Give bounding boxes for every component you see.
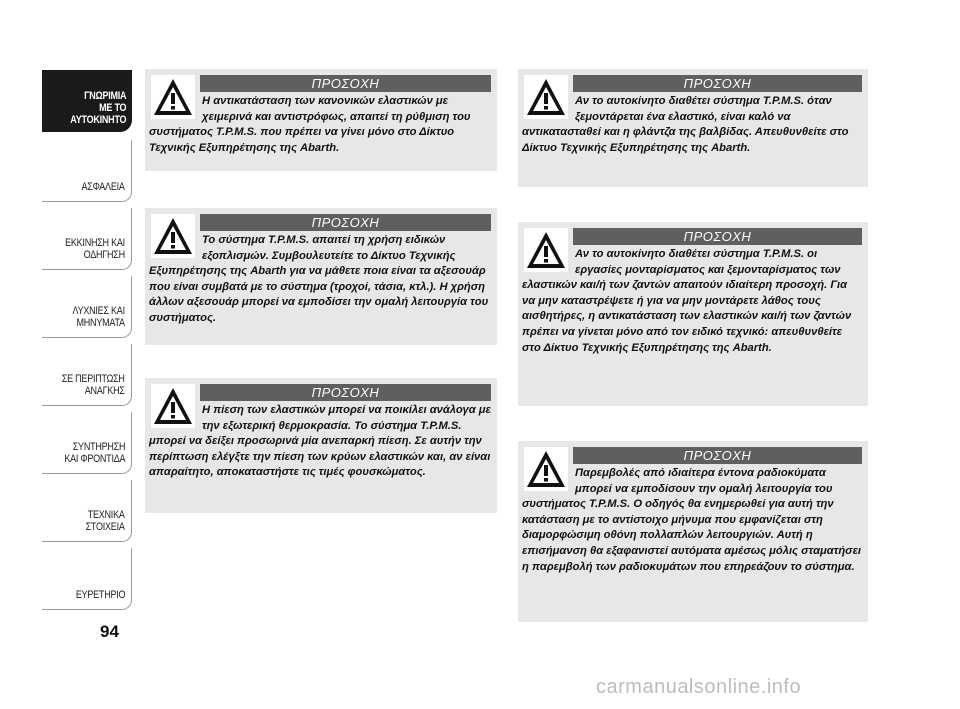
warning-text: Αν το αυτοκίνητο διαθέτει σύστημα T.P.M.S. οι εργασίες μονταρίσματος και ξεμονταρίσματος των ελαστικών και/ή των ζαντών απαιτούν ιδιαίτερη προσοχή. Για να μην καταστρέψετε ή για να μην μοντάρετε λάθος τους αισθητήρες, η αντικατάσταση των ελαστικών και/ή των ζαντών πρέπει να γίνεται μόνο από τον ειδικό τεχνικό: απευθυνθείτε στο Δίκτυο Τεχνικής Εξυπηρέτησης της Abarth. bbox=[522, 248, 852, 354]
warning-box bbox=[518, 69, 868, 187]
tab-technical-data[interactable] bbox=[42, 480, 132, 542]
tab-index[interactable] bbox=[42, 548, 132, 610]
tab-label: ΑΣΦΑΛΕΙΑ bbox=[81, 181, 125, 193]
warning-box bbox=[518, 441, 868, 622]
warning-box bbox=[145, 208, 497, 345]
tab-emergency[interactable] bbox=[42, 344, 132, 406]
warning-text: Αν το αυτοκίνητο διαθέτει σύστημα T.P.M.S. όταν ξεμοντάρεται ένα ελαστικό, είναι καλό να αντικατασταθεί και η φλάντζα της βαλβίδας. Απευθυνθείτε στο Δίκτυο Τεχνικής Εξυπηρέτησης της Abarth. bbox=[522, 95, 849, 154]
warning-title: ΠΡΟΣΟΧΗ bbox=[573, 228, 862, 245]
warning-title: ΠΡΟΣΟΧΗ bbox=[200, 384, 491, 401]
warning-text: Παρεμβολές από ιδιαίτερα έντονα ραδιοκύματα μπορεί να εμποδίσουν την ομαλή λειτουργία του συστήματος T.P.M.S. Ο οδηγός θα ενημερωθεί για αυτή την κατάσταση με το αντίστοιχο μήνυμα που εμφανίζεται στη διαμορφώσιμη οθόνη πολλαπλών λειτουργιών. Αυτή η επισήμανση θα εξαφανιστεί αυτόματα αμέσως μόλις σταματήσει η παρεμβολή των ραδιοκυμάτων που επηρεάζουν το σύστημα. bbox=[522, 467, 862, 573]
warning-title: ΠΡΟΣΟΧΗ bbox=[200, 75, 491, 92]
warning-title: ΠΡΟΣΟΧΗ bbox=[573, 75, 862, 92]
tab-label: ΓΝΩΡΙΜΙΑ ΜΕ ΤΟ ΑΥΤΟΚΙΝΗΤΟ bbox=[69, 90, 126, 126]
tab-label: ΣΥΝΤΗΡΗΣΗ ΚΑΙ ΦΡΟΝΤΙΔΑ bbox=[64, 441, 125, 465]
warning-title: ΠΡΟΣΟΧΗ bbox=[200, 214, 491, 231]
warning-box bbox=[518, 222, 868, 406]
page-number: 94 bbox=[100, 622, 119, 641]
watermark[interactable]: carmanualsonline.info bbox=[596, 676, 802, 698]
warning-text: Το σύστημα T.P.M.S. απαιτεί τη χρήση ειδικών εξοπλισμών. Συμβουλευτείτε το Δίκτυο Τεχνικής Εξυπηρέτησης της Abarth για να μάθετε ποια είναι τα αξεσουάρ που είναι συμβατά με το σύστημα (τροχοί, τάσια, κτλ.). Η χρήση άλλων αξεσουάρ μπορεί να εμποδίσει την ομαλή λειτουργία του συστήματος. bbox=[149, 234, 489, 324]
tab-label: ΕΚΚΙΝΗΣΗ ΚΑΙ ΟΔΗΓΗΣΗ bbox=[65, 237, 125, 261]
tab-label: ΛΥΧΝΙΕΣ ΚΑΙ ΜΗΝΥΜΑΤΑ bbox=[72, 305, 125, 329]
warning-text: Η αντικατάσταση των κανονικών ελαστικών με χειμερινά και αντιστρόφως, απαιτεί τη ρύθμιση του συστήματος T.P.M.S. που πρέπει να γίνει μόνο στο Δίκτυο Τεχνικής Εξυπηρέτησης της Abarth. bbox=[149, 95, 471, 154]
tab-safety[interactable] bbox=[42, 140, 132, 202]
warning-title: ΠΡΟΣΟΧΗ bbox=[573, 447, 862, 464]
tab-label: ΤΕΧΝΙΚΑ ΣΤΟΙΧΕΙΑ bbox=[85, 509, 125, 533]
tab-warning-lights[interactable] bbox=[42, 276, 132, 338]
tab-getting-to-know[interactable] bbox=[42, 70, 132, 132]
tab-label: ΕΥΡΕΤΗΡΙΟ bbox=[75, 589, 125, 601]
warning-box bbox=[145, 69, 497, 171]
tab-maintenance[interactable] bbox=[42, 412, 132, 474]
tab-label: ΣΕ ΠΕΡΙΠΤΩΣΗ ΑΝΑΓΚΗΣ bbox=[62, 373, 125, 397]
warning-box bbox=[145, 378, 497, 513]
tab-starting-driving[interactable] bbox=[42, 208, 132, 270]
warning-text: Η πίεση των ελαστικών μπορεί να ποικίλει ανάλογα με την εξωτερική θερμοκρασία. Το σύστημα T.P.M.S. μπορεί να δείξει προσωρινά μία ανεπαρκή πίεση. Σε αυτήν την περίπτωση ελέγξτε την πίεση των κρύων ελαστικών και, αν είναι απαραίτητο, αποκαταστήστε τις τιμές φουσκώματος. bbox=[149, 404, 491, 479]
